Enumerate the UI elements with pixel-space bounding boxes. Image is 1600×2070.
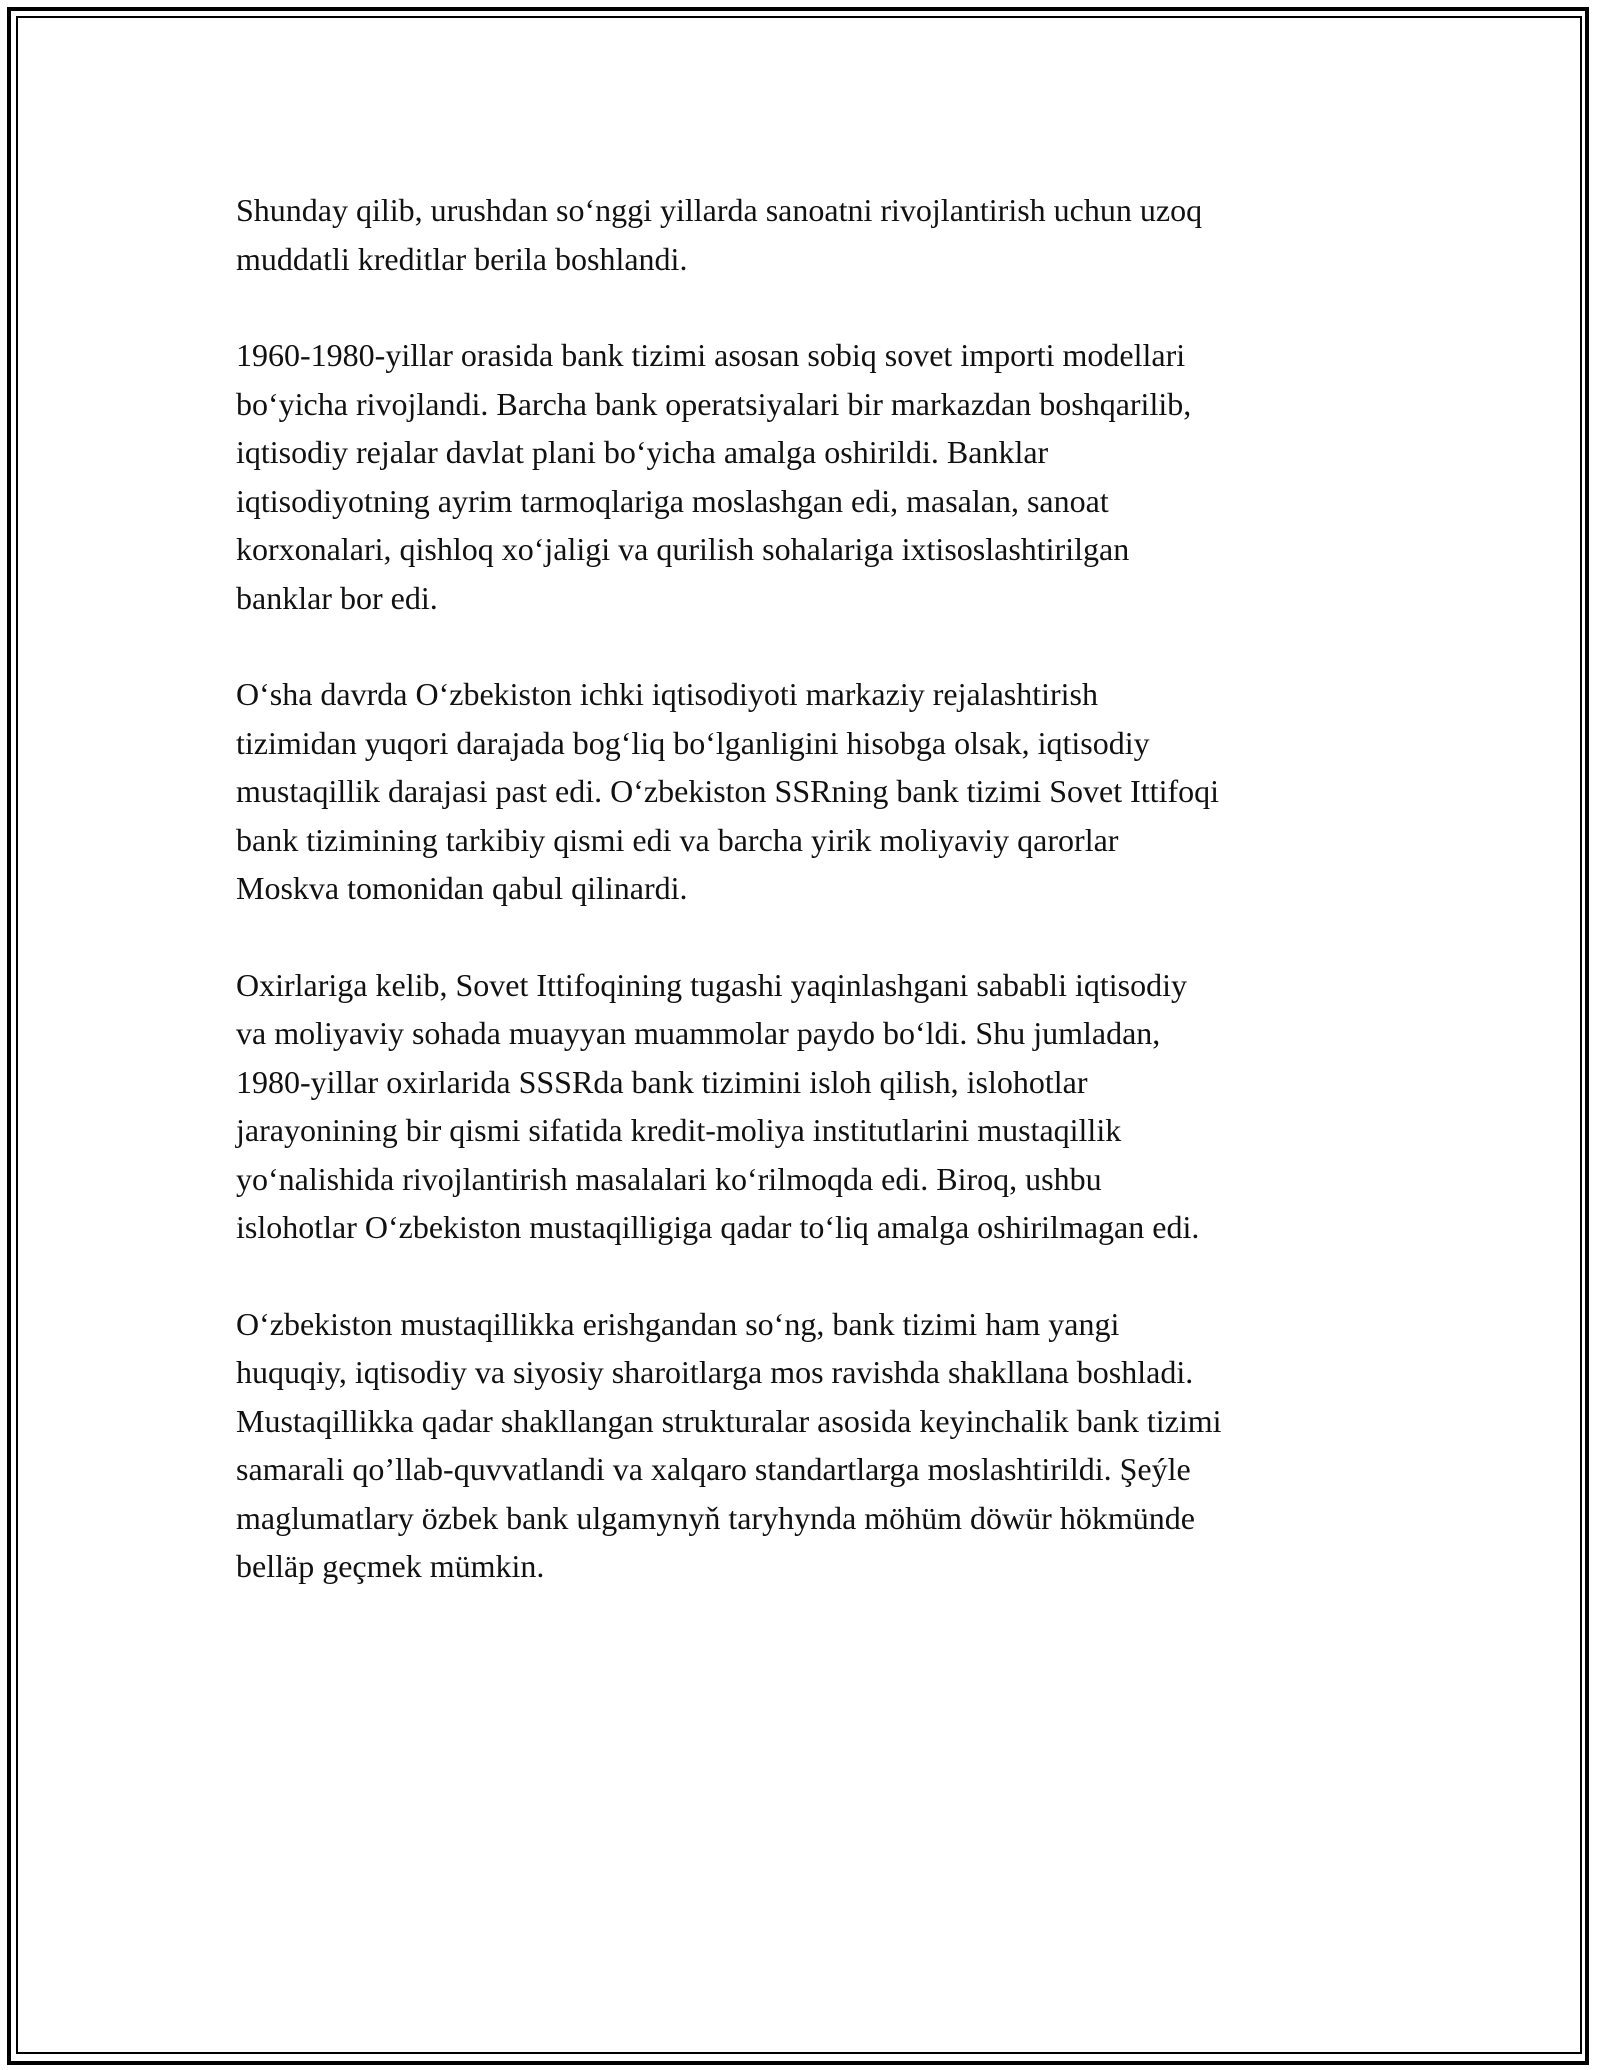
text-line: iqtisodiy rejalar davlat plani bo‘yicha amalga oshirildi. Banklar <box>236 434 1049 470</box>
text-line: mustaqillik darajasi past edi. O‘zbekiston SSRning bank tizimi Sovet Ittifoqi <box>236 773 1219 809</box>
paragraph-3 <box>236 670 1396 913</box>
paragraph-5 <box>236 1300 1396 1591</box>
text-line: O‘zbekiston mustaqillikka erishgandan so‘ng, bank tizimi ham yangi <box>236 1305 1120 1342</box>
text-line: huquqiy, iqtisodiy va siyosiy sharoitlarga mos ravishda shakllana boshladi. <box>236 1354 1194 1390</box>
text-line: banklar bor edi. <box>236 579 438 616</box>
text-line: Shunday qilib, urushdan so‘nggi yillarda sanoatni rivojlantirish uchun uzoq <box>236 192 1203 228</box>
text-line: muddatli kreditlar berila boshlandi. <box>236 240 688 277</box>
text-line: iqtisodiyotning ayrim tarmoqlariga moslashgan edi, masalan, sanoat <box>236 482 1109 519</box>
text-line: O‘sha davrda O‘zbekiston ichki iqtisodiyoti markaziy rejalashtirish <box>236 676 1098 712</box>
text-line: bank tizimining tarkibiy qismi edi va barcha yirik moliyaviy qarorlar <box>236 821 1119 858</box>
text-line: belläp geçmek mümkin. <box>236 1548 545 1584</box>
text-line: 1980-yillar oxirlarida SSSRda bank tizimini isloh qilish, islohotlar <box>236 1063 1088 1100</box>
text-line: korxonalari, qishloq xo‘jaligi va qurilish sohalariga ixtisoslashtirilgan <box>236 531 1130 567</box>
text-line: yo‘nalishida rivojlantirish masalalari ko‘rilmoqda edi. Biroq, ushbu <box>236 1160 1102 1197</box>
text-line: tizimidan yuqori darajada bog‘liq bo‘lganligini hisobga olsak, iqtisodiy <box>236 724 1150 761</box>
text-line: Oxirlariga kelib, Sovet Ittifoqining tugashi yaqinlashgani sababli iqtisodiy <box>236 966 1187 1003</box>
text-line: Mustaqillikka qadar shakllangan strukturalar asosida keyinchalik bank tizimi <box>236 1402 1222 1439</box>
text-line: samarali qo’llab-quvvatlandi va xalqaro standartlarga moslashtirildi. Şeýle <box>236 1451 1191 1487</box>
text-line: jarayonining bir qismi sifatida kredit-moliya institutlarini mustaqillik <box>236 1112 1122 1148</box>
paragraph-4 <box>236 961 1396 1252</box>
text-line: islohotlar O‘zbekiston mustaqilligiga qadar to‘liq amalga oshirilmagan edi. <box>236 1209 1200 1245</box>
text-line: maglumatlary özbek bank ulgamynyň taryhynda möhüm döwür hökmünde <box>236 1499 1195 1536</box>
paragraph-2 <box>236 331 1396 622</box>
text-line: va moliyaviy sohada muayyan muammolar paydo bo‘ldi. Shu jumladan, <box>236 1015 1161 1051</box>
paragraph-1 <box>236 186 1396 283</box>
text-line: 1960-1980-yillar orasida bank tizimi asosan sobiq sovet importi modellari <box>236 337 1186 373</box>
document-body <box>236 186 1396 1639</box>
text-line: Moskva tomonidan qabul qilinardi. <box>236 870 688 906</box>
text-line: bo‘yicha rivojlandi. Barcha bank operatsiyalari bir markazdan boshqarilib, <box>236 385 1192 422</box>
